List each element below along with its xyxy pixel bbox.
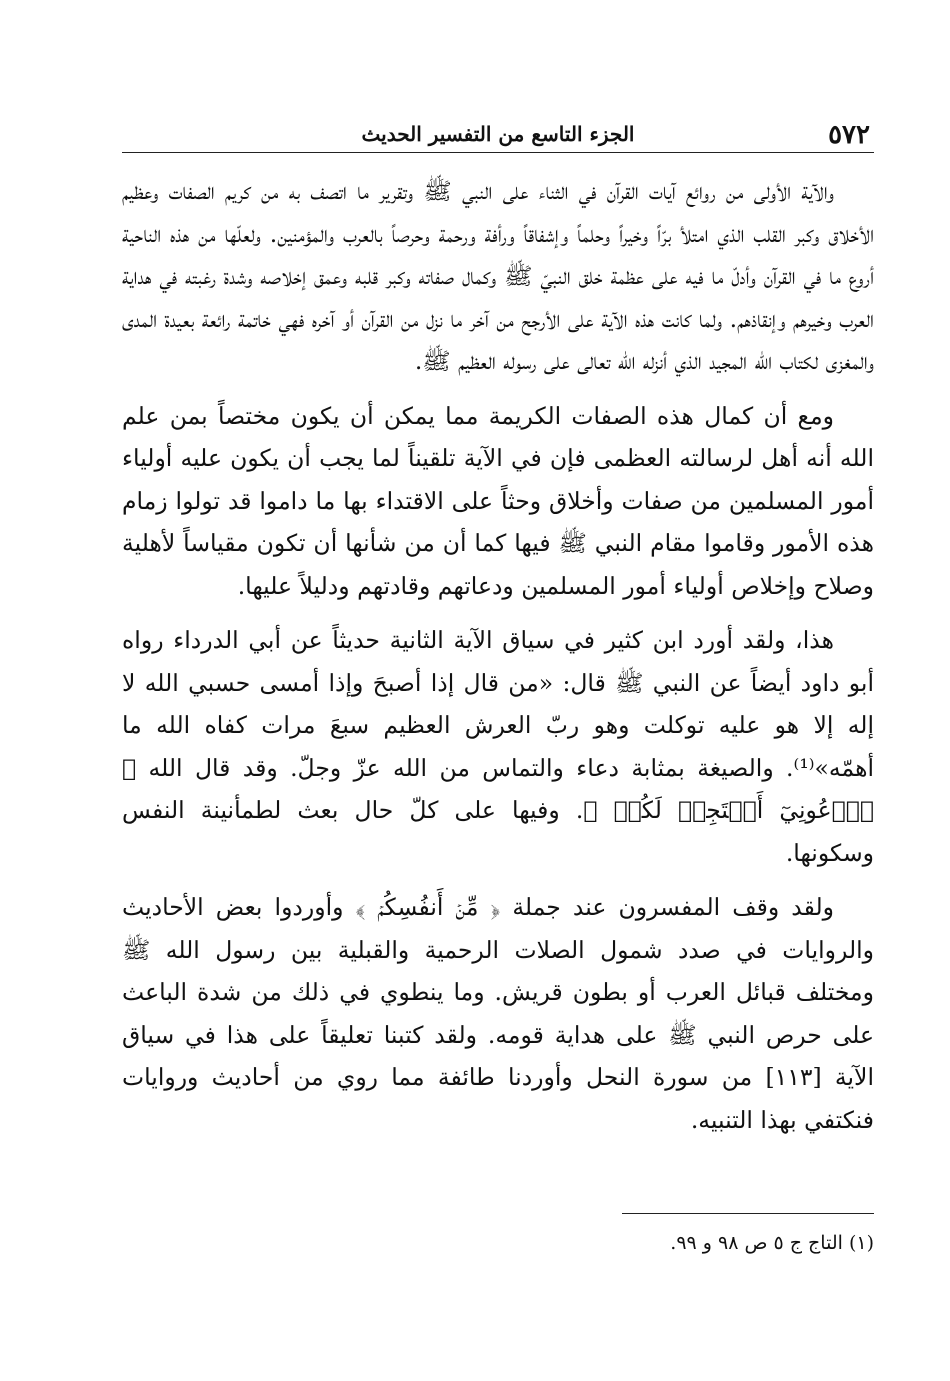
footnote-divider [622,1213,874,1214]
paragraph-3: هذا، ولقد أورد ابن كثير في سياق الآية الثانية حديثاً عن أبي الدرداء رواه أبو داود أيضاً عن النبي ﷺ قال: «من قال إذا أصبحَ وإذا أمسى حسبي الله لا إله إلا هو عليه توكلت وهو ربّ العرش العظيم سبعَ مرات كفاه الله ما أهمّه»⁽¹⁾. والصيغة بمثابة دعاء والتماس من الله عزّ وجلّ. وقد قال الله ﴿ ٱدۡعُونِيٓ أَسۡتَجِبۡ لَكُمۡ ﴾. وفيها على كلّ حال بعث لطمأنينة النفس وسكونها. [122,626,874,867]
running-title: الجزء التاسع من التفسير الحديث [361,122,635,146]
paragraph-4: ولقد وقف المفسرون عند جملة ﴿ مِّنۡ أَنفُسِكُمۡ ﴾ وأوردوا بعض الأحاديث والروايات في صدد شمول الصلات الرحمية والقبلية بين رسول الله ﷺ ومختلف قبائل العرب أو بطون قريش. وما ينطوي في ذلك من شدة الباعث على حرص النبي ﷺ على هداية قومه. ولقد كتبنا تعليقاً على هذا في سياق الآية [١١٣] من سورة النحل وأوردنا طائفة مما روي من أحاديث وروايات فنكتفي بهذا التنبيه. [122,893,874,1134]
page-header [122,112,874,153]
paragraph-1: والآية الأولى من روائع آيات القرآن في الثناء على النبي ﷺ وتقرير ما اتصف به من كريم الصفات وعظيم الأخلاق وكبر القلب الذي امتلأ برّاً وخيراً وحلماً وإشفاقاً ورأفة ورحمة وحرصاً بالعرب والمؤمنين. ولعلّها من هذه الناحية أروع ما في القرآن وأدلّ ما فيه على عظمة خلق النبيّ ﷺ وكمال صفاته وكبر قلبه وعمق إخلاصه وشدة رغبته في هداية العرب وخيرهم وإنقاذهم. ولما كانت هذه الآية على الأرجح من آخر ما نزل من القرآن أو آخره فهي خاتمة رائعة بعيدة المدى والمغزى لكتاب الله المجيد الذي أنزله الله تعالى على رسوله العظيم ﷺ. [122,177,874,375]
paragraph-2: ومع أن كمال هذه الصفات الكريمة مما يمكن أن يكون مختصاً بمن علم الله أنه أهل لرسالته العظمى فإن في الآية تلقيناً لما يجب أن يكون عليه أولياء أمور المسلمين من صفات وأخلاق وحثاً على الاقتداء بها ما داموا قد تولوا زمام هذه الأمور وقاموا مقام النبي ﷺ فيها كما أن من شأنها أن تكون مقياساً لأهلية وصلاح وإخلاص أولياء أمور المسلمين ودعاتهم وقادتهم ودليلاً عليها. [122,401,874,600]
footnote: (١) التاج ج ٥ ص ٩٨ و ٩٩. [670,1232,874,1254]
page-body [122,170,874,1153]
page-number: ٥٧٢ [828,120,870,150]
